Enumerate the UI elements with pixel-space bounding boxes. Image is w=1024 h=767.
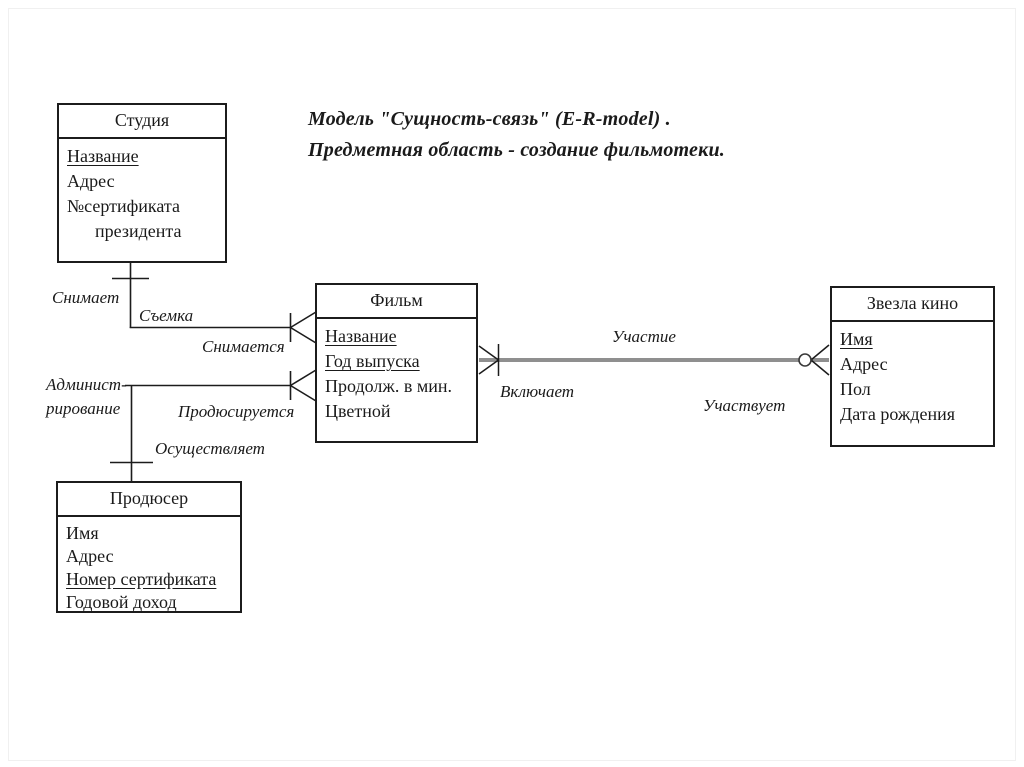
connector-studio-film bbox=[112, 263, 316, 343]
entity-producer bbox=[56, 481, 242, 613]
entity-studio bbox=[57, 103, 227, 263]
crows-foot-film-lower-left bbox=[291, 370, 317, 401]
attr-film-name: Название bbox=[325, 326, 397, 346]
entity-film-title: Фильм bbox=[317, 285, 476, 319]
entity-star bbox=[830, 286, 995, 447]
optionality-circle bbox=[799, 354, 811, 366]
attr-star-sex: Пол bbox=[840, 379, 871, 399]
attr-studio-name: Название bbox=[67, 146, 139, 166]
entity-film bbox=[315, 283, 478, 443]
attr-producer-certificate: Номер сертификата bbox=[66, 569, 217, 589]
rel-label-administrirovanie bbox=[46, 373, 127, 421]
rel-label-administrirovanie-line1: Админист- bbox=[46, 375, 127, 394]
rel-label-uchastie: Участие bbox=[612, 327, 676, 346]
entity-studio-title: Студия bbox=[59, 105, 225, 139]
entity-producer-title: Продюсер bbox=[58, 483, 240, 517]
rel-label-administrirovanie-line2: рирование bbox=[46, 399, 121, 418]
rel-label-syomka: Съемка bbox=[139, 306, 194, 325]
rel-label-osushchestvlyaet: Осуществляет bbox=[155, 439, 265, 458]
entity-star-title: Звезла кино bbox=[832, 288, 993, 322]
attr-studio-address: Адрес bbox=[67, 171, 115, 191]
attr-star-birthdate: Дата рождения bbox=[840, 404, 956, 424]
attr-studio-president: президента bbox=[95, 221, 182, 241]
attr-film-year: Год выпуска bbox=[325, 351, 420, 371]
rel-label-uchastvuet: Участвует bbox=[703, 396, 786, 415]
attr-star-name: Имя bbox=[840, 329, 873, 349]
attr-producer-name: Имя bbox=[66, 523, 99, 543]
diagram-title bbox=[308, 104, 725, 166]
entity-star-attrs bbox=[832, 322, 993, 427]
entity-producer-attrs bbox=[58, 517, 240, 614]
attr-film-duration: Продолж. в мин. bbox=[325, 376, 452, 396]
crows-foot-film-upper-left bbox=[291, 312, 317, 343]
entity-film-attrs bbox=[317, 319, 476, 424]
attr-producer-income: Годовой доход bbox=[66, 592, 177, 612]
rel-label-snimaet: Снимает bbox=[52, 288, 120, 307]
entity-studio-attrs bbox=[59, 139, 225, 244]
diagram-title-line1: Модель "Сущность-связь" (E-R-model) . bbox=[308, 108, 671, 130]
rel-label-prodyusiruetsya: Продюсируется bbox=[178, 402, 295, 421]
attr-star-address: Адрес bbox=[840, 354, 888, 374]
attr-producer-address: Адрес bbox=[66, 546, 114, 566]
rel-label-vklyuchaet: Включает bbox=[500, 382, 575, 401]
diagram-title-line2: Предметная область - создание фильмотеки. bbox=[308, 139, 725, 161]
rel-label-snimaetsya: Снимается bbox=[202, 337, 285, 356]
attr-studio-certificate: №сертификата bbox=[67, 196, 181, 216]
connector-producer-film bbox=[110, 370, 316, 482]
attr-film-color: Цветной bbox=[325, 401, 391, 421]
